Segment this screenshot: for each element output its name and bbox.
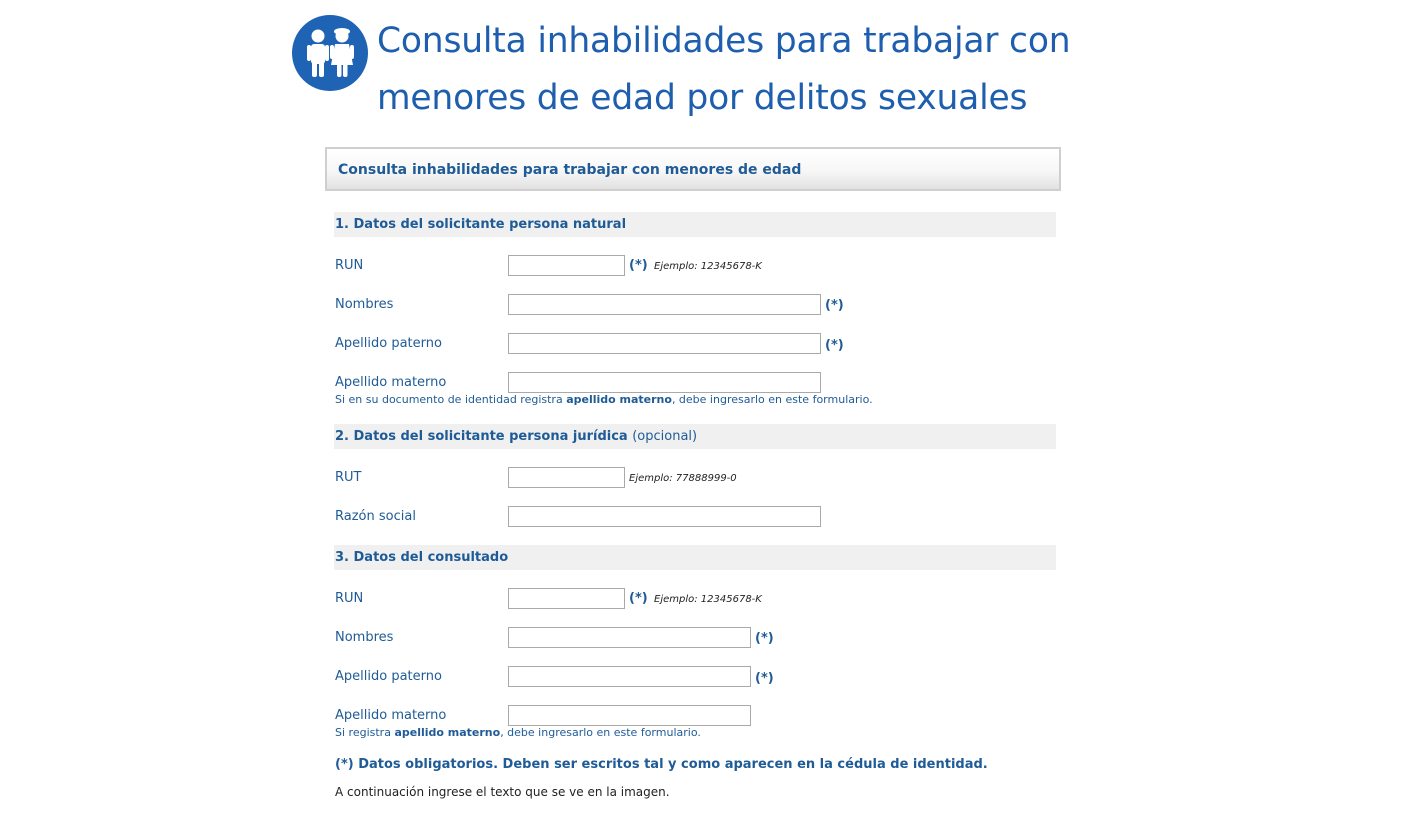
form-panel-header [325, 147, 1061, 191]
note-text: Si registra [335, 726, 395, 739]
nombres-input[interactable] [508, 294, 821, 315]
consultado-apellido-paterno-required-mark: (*) [755, 671, 774, 686]
nombres-required-mark: (*) [825, 298, 844, 313]
page-title-line2: menores de edad por delitos sexuales [377, 78, 1028, 118]
section-natural-person [334, 212, 1056, 237]
section-legal-person-title [335, 429, 697, 444]
section-consulted-person-title: 3. Datos del consultado [335, 550, 509, 565]
rut-example: Ejemplo: 77888999-0 [629, 473, 737, 484]
apellido-paterno-input[interactable] [508, 333, 821, 354]
consultado-nombres-label: Nombres [335, 630, 394, 645]
consultado-apellido-materno-label: Apellido materno [335, 708, 447, 723]
consultado-nombres-input[interactable] [508, 627, 751, 648]
required-fields-note: (*) Datos obligatorios. Deben ser escritos tal y como aparecen en la cédula de identidad. [335, 757, 988, 772]
page-title-line1: Consulta inhabilidades para trabajar con [377, 21, 1071, 61]
apellido-paterno-required-mark: (*) [825, 338, 844, 353]
section-natural-person-title: 1. Datos del solicitante persona natural [335, 217, 627, 232]
section-consulted-person [334, 545, 1056, 570]
run-label: RUN [335, 258, 364, 273]
consultado-nombres-required-mark: (*) [755, 631, 774, 646]
captcha-instruction: A continuación ingrese el texto que se ve en la imagen. [335, 785, 670, 799]
section-legal-person-title-text: 2. Datos del solicitante persona jurídica [335, 429, 628, 444]
consultado-run-label: RUN [335, 591, 364, 606]
consultado-apellido-materno-note [335, 726, 701, 739]
apellido-materno-note [335, 393, 873, 406]
page-title [377, 13, 1097, 127]
apellido-paterno-label: Apellido paterno [335, 336, 442, 351]
consultado-apellido-paterno-label: Apellido paterno [335, 669, 442, 684]
apellido-materno-label: Apellido materno [335, 375, 447, 390]
form-panel-title: Consulta inhabilidades para trabajar con menores de edad [338, 162, 802, 178]
note-text-end: , debe ingresarlo en este formulario. [671, 393, 873, 406]
apellido-materno-input[interactable] [508, 372, 821, 393]
section-legal-person [334, 424, 1056, 449]
consultado-apellido-materno-input[interactable] [508, 705, 751, 726]
razon-social-input[interactable] [508, 506, 821, 527]
optional-tag: (opcional) [632, 429, 698, 444]
razon-social-label: Razón social [335, 509, 416, 524]
consultado-run-required-mark: (*) [629, 591, 648, 606]
nombres-label: Nombres [335, 297, 394, 312]
note-text: Si en su documento de identidad registra [335, 393, 567, 406]
run-required-mark: (*) [629, 258, 648, 273]
children-icon-graphic [292, 15, 368, 91]
rut-input[interactable] [508, 467, 625, 488]
consultado-run-example: Ejemplo: 12345678-K [654, 594, 762, 605]
note-bold-text: apellido materno [394, 726, 501, 739]
run-input[interactable] [508, 255, 625, 276]
rut-label: RUT [335, 470, 362, 485]
consultado-apellido-paterno-input[interactable] [508, 666, 751, 687]
consultado-run-input[interactable] [508, 588, 625, 609]
note-bold-text: apellido materno [566, 393, 672, 406]
children-icon [292, 15, 368, 91]
note-text-end: , debe ingresarlo en este formulario. [500, 726, 701, 739]
run-example: Ejemplo: 12345678-K [654, 261, 762, 272]
